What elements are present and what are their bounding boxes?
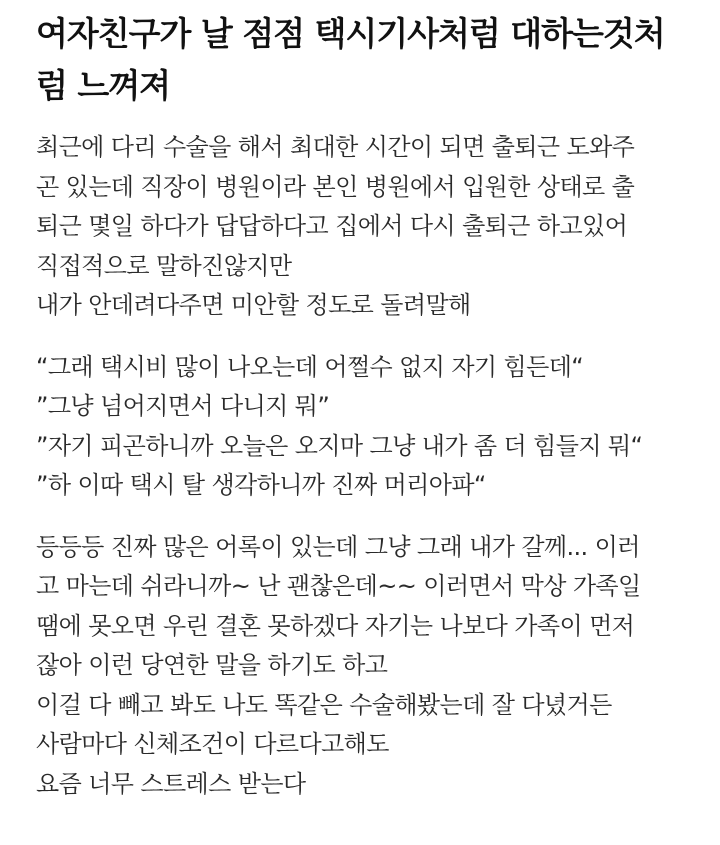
post-paragraph-quotes <box>36 348 700 506</box>
body-line: 최근에 다리 수술을 해서 최대한 시간이 되면 출퇴근 도와주 <box>36 133 635 161</box>
quote-line: ”그냥 넘어지면서 다니지 뭐” <box>36 392 330 420</box>
body-line: 등등등 진짜 많은 어록이 있는데 그냥 그래 내가 갈께... 이러 <box>36 532 640 561</box>
body-line: 곤 있는데 직장이 병원이라 본인 병원에서 입원한 상태로 출 <box>36 172 635 201</box>
post-title-line: 여자친구가 날 점점 택시기사처럼 대하는것처 <box>36 14 665 53</box>
post-title-line: 럼 느껴져 <box>36 66 171 105</box>
quote-line: ”자기 피곤하니까 오늘은 오지마 그냥 내가 좀 더 힘들지 뭐“ <box>36 431 643 460</box>
post-paragraph-3 <box>36 528 700 805</box>
body-line: 사람마다 신체조건이 다르다고해도 <box>36 730 389 758</box>
body-line: 퇴근 몇일 하다가 답답하다고 집에서 다시 출퇴근 하고있어 <box>36 212 628 240</box>
body-line: 이걸 다 빼고 봐도 나도 똑같은 수술해봤는데 잘 다녔거든 <box>36 690 612 719</box>
body-line: 고 마는데 쉬라니까~ 난 괜찮은데~~ 이러면서 막상 가족일 <box>36 572 641 600</box>
body-line: 잖아 이런 당연한 말을 하기도 하고 <box>36 651 388 679</box>
post-paragraph-1 <box>36 128 700 326</box>
post-title <box>36 8 700 112</box>
body-line: 땜에 못오면 우린 결혼 못하겠다 자기는 나보다 가족이 먼저 <box>36 611 635 640</box>
quote-line: ”하 이따 택시 탈 생각하니까 진짜 머리아파“ <box>36 471 486 499</box>
body-line: 내가 안데려다주면 미안할 정도로 돌려말해 <box>36 291 471 319</box>
quote-line: “그래 택시비 많이 나오는데 어쩔수 없지 자기 힘든데“ <box>36 352 584 381</box>
body-line: 요즘 너무 스트레스 받는다 <box>36 769 306 798</box>
body-line: 직접적으로 말하진않지만 <box>36 251 292 280</box>
